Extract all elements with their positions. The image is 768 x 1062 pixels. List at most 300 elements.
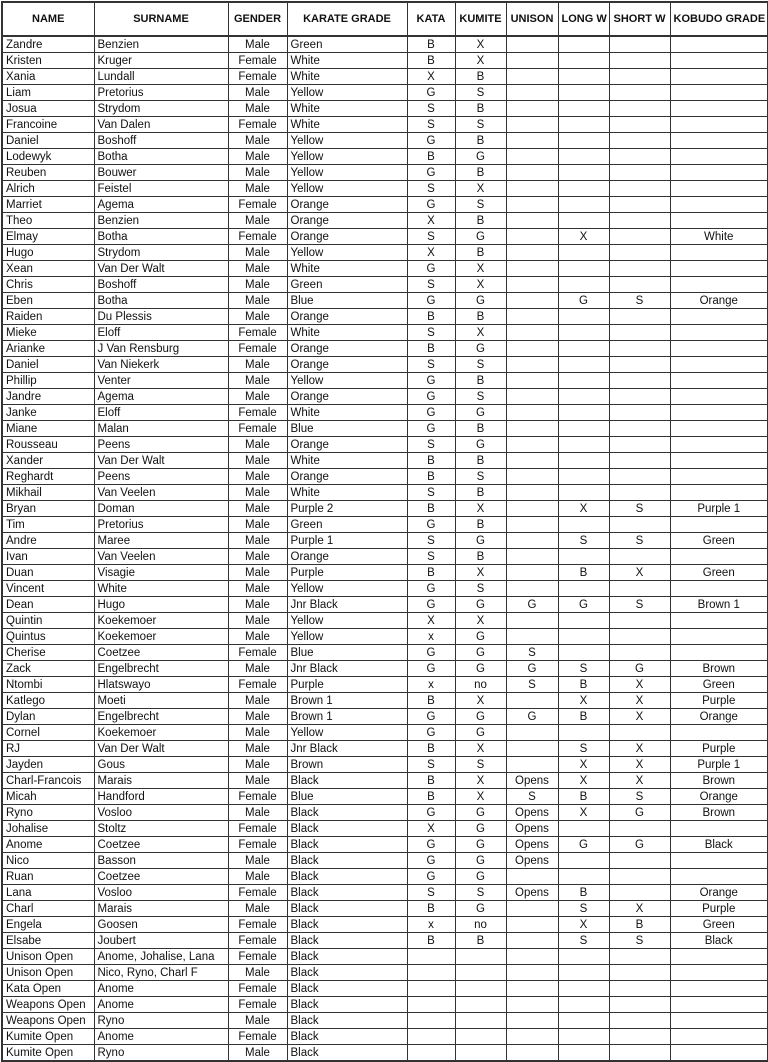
cell-surname: Nico, Ryno, Charl F: [94, 965, 228, 981]
cell-kobudo-grade: Brown: [670, 661, 768, 677]
cell-karate-grade: Orange: [287, 309, 407, 325]
cell-unison: S: [506, 645, 558, 661]
cell-gender: Male: [228, 101, 287, 117]
table-row: [2, 805, 768, 821]
table-row: [2, 853, 768, 869]
cell-short-w: [609, 997, 670, 1013]
cell-short-w: S: [609, 533, 670, 549]
cell-kumite: S: [455, 469, 506, 485]
cell-short-w: X: [609, 565, 670, 581]
cell-unison: [506, 485, 558, 501]
cell-gender: Male: [228, 629, 287, 645]
cell-unison: Opens: [506, 773, 558, 789]
cell-karate-grade: Black: [287, 869, 407, 885]
cell-karate-grade: Orange: [287, 357, 407, 373]
cell-kobudo-grade: [670, 69, 768, 85]
cell-karate-grade: Yellow: [287, 181, 407, 197]
cell-kobudo-grade: Purple: [670, 741, 768, 757]
cell-long-w: [558, 36, 609, 53]
cell-surname: Marais: [94, 901, 228, 917]
cell-gender: Female: [228, 837, 287, 853]
cell-kumite: B: [455, 453, 506, 469]
cell-long-w: [558, 549, 609, 565]
cell-unison: [506, 869, 558, 885]
cell-kata: S: [407, 181, 455, 197]
cell-surname: Benzien: [94, 36, 228, 53]
cell-kobudo-grade: [670, 149, 768, 165]
table-row: [2, 245, 768, 261]
cell-kumite: G: [455, 853, 506, 869]
table-row: [2, 1045, 768, 1062]
cell-kumite: B: [455, 421, 506, 437]
cell-long-w: B: [558, 677, 609, 693]
table-row: [2, 645, 768, 661]
cell-gender: Female: [228, 645, 287, 661]
cell-short-w: [609, 821, 670, 837]
cell-kumite: G: [455, 341, 506, 357]
table-row: [2, 629, 768, 645]
cell-kata: x: [407, 677, 455, 693]
cell-short-w: [609, 1013, 670, 1029]
cell-long-w: [558, 341, 609, 357]
cell-kobudo-grade: Black: [670, 837, 768, 853]
cell-surname: Ryno: [94, 1013, 228, 1029]
cell-kumite: B: [455, 309, 506, 325]
cell-kobudo-grade: [670, 117, 768, 133]
cell-kobudo-grade: [670, 277, 768, 293]
cell-kumite: G: [455, 821, 506, 837]
column-header-surname: SURNAME: [94, 2, 228, 36]
cell-short-w: [609, 261, 670, 277]
cell-kumite: G: [455, 629, 506, 645]
cell-name: Dylan: [2, 709, 94, 725]
cell-kobudo-grade: [670, 645, 768, 661]
cell-name: Miane: [2, 421, 94, 437]
cell-karate-grade: Black: [287, 997, 407, 1013]
cell-gender: Male: [228, 581, 287, 597]
column-header-kobudo-grade: KOBUDO GRADE: [670, 2, 768, 36]
table-row: [2, 725, 768, 741]
cell-name: RJ: [2, 741, 94, 757]
cell-karate-grade: Black: [287, 965, 407, 981]
cell-kata: S: [407, 229, 455, 245]
cell-karate-grade: White: [287, 405, 407, 421]
cell-karate-grade: Blue: [287, 789, 407, 805]
cell-surname: Marais: [94, 773, 228, 789]
cell-name: Jayden: [2, 757, 94, 773]
cell-gender: Female: [228, 789, 287, 805]
cell-gender: Male: [228, 261, 287, 277]
cell-surname: Boshoff: [94, 133, 228, 149]
cell-kata: [407, 997, 455, 1013]
cell-gender: Male: [228, 773, 287, 789]
cell-kobudo-grade: Purple 1: [670, 501, 768, 517]
cell-gender: Female: [228, 949, 287, 965]
cell-long-w: [558, 53, 609, 69]
cell-karate-grade: Green: [287, 517, 407, 533]
cell-gender: Female: [228, 981, 287, 997]
cell-long-w: [558, 485, 609, 501]
cell-karate-grade: White: [287, 101, 407, 117]
header-row: [2, 2, 768, 36]
cell-unison: [506, 421, 558, 437]
cell-unison: [506, 405, 558, 421]
cell-unison: [506, 997, 558, 1013]
cell-kumite: S: [455, 357, 506, 373]
cell-gender: Male: [228, 965, 287, 981]
cell-karate-grade: Purple 2: [287, 501, 407, 517]
cell-short-w: [609, 581, 670, 597]
cell-name: Cherise: [2, 645, 94, 661]
cell-kata: G: [407, 373, 455, 389]
cell-short-w: [609, 197, 670, 213]
cell-gender: Male: [228, 181, 287, 197]
cell-kata: G: [407, 405, 455, 421]
cell-unison: [506, 389, 558, 405]
cell-name: Janke: [2, 405, 94, 421]
cell-unison: [506, 341, 558, 357]
cell-kata: [407, 949, 455, 965]
cell-short-w: [609, 629, 670, 645]
cell-kumite: X: [455, 789, 506, 805]
cell-karate-grade: Yellow: [287, 149, 407, 165]
table-header: [2, 2, 768, 36]
cell-kumite: S: [455, 757, 506, 773]
cell-kobudo-grade: [670, 549, 768, 565]
cell-kumite: S: [455, 581, 506, 597]
cell-kobudo-grade: [670, 85, 768, 101]
cell-long-w: G: [558, 837, 609, 853]
cell-name: Bryan: [2, 501, 94, 517]
table-row: [2, 229, 768, 245]
cell-kata: G: [407, 853, 455, 869]
cell-surname: Van Niekerk: [94, 357, 228, 373]
cell-short-w: S: [609, 293, 670, 309]
cell-karate-grade: Black: [287, 1013, 407, 1029]
cell-kata: X: [407, 821, 455, 837]
cell-unison: Opens: [506, 837, 558, 853]
cell-kumite: G: [455, 533, 506, 549]
table-row: [2, 709, 768, 725]
cell-unison: [506, 165, 558, 181]
cell-kumite: G: [455, 901, 506, 917]
cell-short-w: S: [609, 501, 670, 517]
cell-karate-grade: Yellow: [287, 165, 407, 181]
cell-kobudo-grade: [670, 421, 768, 437]
table-row: [2, 949, 768, 965]
cell-kobudo-grade: Brown: [670, 805, 768, 821]
cell-gender: Male: [228, 453, 287, 469]
cell-kumite: B: [455, 133, 506, 149]
cell-kumite: G: [455, 293, 506, 309]
cell-kumite: X: [455, 501, 506, 517]
cell-kata: S: [407, 277, 455, 293]
cell-long-w: [558, 389, 609, 405]
column-header-long-w: LONG W: [558, 2, 609, 36]
cell-kata: G: [407, 581, 455, 597]
cell-long-w: S: [558, 661, 609, 677]
cell-kata: x: [407, 917, 455, 933]
cell-name: Lana: [2, 885, 94, 901]
cell-karate-grade: Yellow: [287, 581, 407, 597]
cell-kata: G: [407, 389, 455, 405]
cell-kata: S: [407, 885, 455, 901]
cell-kobudo-grade: [670, 36, 768, 53]
cell-gender: Male: [228, 661, 287, 677]
cell-name: Ryno: [2, 805, 94, 821]
cell-kumite: S: [455, 197, 506, 213]
cell-gender: Female: [228, 677, 287, 693]
cell-short-w: [609, 341, 670, 357]
cell-long-w: S: [558, 741, 609, 757]
table-row: [2, 773, 768, 789]
cell-gender: Male: [228, 245, 287, 261]
table-row: [2, 885, 768, 901]
cell-kata: B: [407, 36, 455, 53]
cell-long-w: [558, 357, 609, 373]
cell-name: Dean: [2, 597, 94, 613]
cell-unison: [506, 277, 558, 293]
results-sheet: [1, 1, 768, 1062]
cell-long-w: [558, 213, 609, 229]
cell-short-w: [609, 213, 670, 229]
cell-surname: Botha: [94, 149, 228, 165]
cell-gender: Male: [228, 149, 287, 165]
cell-short-w: [609, 36, 670, 53]
cell-kobudo-grade: [670, 341, 768, 357]
cell-unison: [506, 629, 558, 645]
cell-karate-grade: Black: [287, 901, 407, 917]
cell-karate-grade: Green: [287, 36, 407, 53]
table-row: [2, 405, 768, 421]
cell-short-w: [609, 517, 670, 533]
cell-unison: [506, 36, 558, 53]
cell-gender: Male: [228, 36, 287, 53]
cell-unison: Opens: [506, 885, 558, 901]
cell-name: Weapons Open: [2, 997, 94, 1013]
table-row: [2, 181, 768, 197]
cell-surname: Koekemoer: [94, 629, 228, 645]
table-row: [2, 213, 768, 229]
cell-karate-grade: Black: [287, 821, 407, 837]
cell-surname: Kruger: [94, 53, 228, 69]
cell-kumite: X: [455, 613, 506, 629]
cell-kobudo-grade: Orange: [670, 709, 768, 725]
cell-unison: [506, 501, 558, 517]
cell-short-w: S: [609, 789, 670, 805]
cell-kobudo-grade: [670, 373, 768, 389]
cell-name: Rousseau: [2, 437, 94, 453]
cell-name: Alrich: [2, 181, 94, 197]
cell-kata: S: [407, 357, 455, 373]
cell-karate-grade: Black: [287, 837, 407, 853]
cell-short-w: X: [609, 741, 670, 757]
cell-surname: Coetzee: [94, 869, 228, 885]
cell-surname: Van Veelen: [94, 485, 228, 501]
cell-kobudo-grade: [670, 181, 768, 197]
cell-gender: Male: [228, 277, 287, 293]
cell-gender: Male: [228, 437, 287, 453]
cell-kobudo-grade: [670, 1029, 768, 1045]
cell-short-w: [609, 373, 670, 389]
cell-kumite: G: [455, 597, 506, 613]
cell-kumite: X: [455, 277, 506, 293]
cell-unison: [506, 917, 558, 933]
cell-kobudo-grade: [670, 981, 768, 997]
cell-short-w: [609, 965, 670, 981]
cell-name: Charl-Francois: [2, 773, 94, 789]
cell-kata: B: [407, 901, 455, 917]
cell-kobudo-grade: [670, 725, 768, 741]
cell-surname: Coetzee: [94, 837, 228, 853]
cell-short-w: [609, 1029, 670, 1045]
cell-surname: Boshoff: [94, 277, 228, 293]
cell-name: Zandre: [2, 36, 94, 53]
cell-surname: Van Der Walt: [94, 453, 228, 469]
cell-surname: Ryno: [94, 1045, 228, 1062]
table-row: [2, 901, 768, 917]
cell-kobudo-grade: [670, 853, 768, 869]
cell-long-w: [558, 581, 609, 597]
table-row: [2, 53, 768, 69]
cell-unison: [506, 53, 558, 69]
cell-unison: [506, 757, 558, 773]
table-row: [2, 197, 768, 213]
cell-karate-grade: Brown 1: [287, 709, 407, 725]
cell-long-w: [558, 101, 609, 117]
cell-name: Reghardt: [2, 469, 94, 485]
cell-surname: Eloff: [94, 405, 228, 421]
cell-long-w: [558, 405, 609, 421]
cell-kata: G: [407, 597, 455, 613]
cell-kumite: [455, 1013, 506, 1029]
cell-gender: Male: [228, 357, 287, 373]
cell-gender: Male: [228, 805, 287, 821]
cell-unison: [506, 197, 558, 213]
cell-kumite: S: [455, 85, 506, 101]
cell-surname: Hugo: [94, 597, 228, 613]
cell-karate-grade: Orange: [287, 341, 407, 357]
cell-long-w: [558, 949, 609, 965]
cell-surname: Van Dalen: [94, 117, 228, 133]
cell-name: Elsabe: [2, 933, 94, 949]
table-row: [2, 277, 768, 293]
cell-kumite: S: [455, 389, 506, 405]
cell-name: Unison Open: [2, 949, 94, 965]
cell-name: Vincent: [2, 581, 94, 597]
cell-short-w: [609, 85, 670, 101]
cell-short-w: X: [609, 677, 670, 693]
cell-kumite: B: [455, 373, 506, 389]
table-row: [2, 693, 768, 709]
cell-karate-grade: Black: [287, 1045, 407, 1062]
cell-kata: [407, 1013, 455, 1029]
cell-gender: Male: [228, 693, 287, 709]
cell-surname: Engelbrecht: [94, 709, 228, 725]
cell-karate-grade: Yellow: [287, 85, 407, 101]
cell-long-w: [558, 245, 609, 261]
cell-kata: G: [407, 197, 455, 213]
cell-surname: Vosloo: [94, 805, 228, 821]
cell-name: Charl: [2, 901, 94, 917]
cell-kumite: G: [455, 229, 506, 245]
table-row: [2, 293, 768, 309]
cell-long-w: [558, 165, 609, 181]
cell-kobudo-grade: [670, 1013, 768, 1029]
table-row: [2, 165, 768, 181]
cell-gender: Male: [228, 613, 287, 629]
cell-name: Daniel: [2, 133, 94, 149]
cell-kobudo-grade: [670, 1045, 768, 1062]
cell-kobudo-grade: [670, 581, 768, 597]
cell-kumite: X: [455, 261, 506, 277]
table-row: [2, 453, 768, 469]
table-row: [2, 677, 768, 693]
cell-kumite: B: [455, 165, 506, 181]
cell-kumite: [455, 997, 506, 1013]
cell-kobudo-grade: [670, 517, 768, 533]
cell-name: Kristen: [2, 53, 94, 69]
cell-kobudo-grade: Green: [670, 533, 768, 549]
cell-kobudo-grade: [670, 389, 768, 405]
cell-gender: Female: [228, 229, 287, 245]
cell-kata: S: [407, 549, 455, 565]
cell-kata: G: [407, 725, 455, 741]
cell-kata: [407, 1045, 455, 1062]
cell-kobudo-grade: [670, 469, 768, 485]
cell-unison: [506, 533, 558, 549]
cell-karate-grade: Black: [287, 805, 407, 821]
table-row: [2, 133, 768, 149]
cell-long-w: [558, 373, 609, 389]
cell-surname: Benzien: [94, 213, 228, 229]
cell-unison: S: [506, 677, 558, 693]
cell-kata: B: [407, 501, 455, 517]
cell-kobudo-grade: [670, 965, 768, 981]
cell-unison: [506, 1045, 558, 1062]
cell-kumite: B: [455, 517, 506, 533]
cell-kata: G: [407, 805, 455, 821]
cell-name: Kata Open: [2, 981, 94, 997]
cell-short-w: [609, 325, 670, 341]
table-row: [2, 1029, 768, 1045]
cell-kumite: B: [455, 933, 506, 949]
column-header-name: NAME: [2, 2, 94, 36]
cell-kumite: X: [455, 693, 506, 709]
cell-kata: G: [407, 85, 455, 101]
cell-kata: X: [407, 213, 455, 229]
cell-surname: Malan: [94, 421, 228, 437]
table-row: [2, 533, 768, 549]
cell-surname: Doman: [94, 501, 228, 517]
cell-surname: Agema: [94, 389, 228, 405]
cell-short-w: [609, 117, 670, 133]
cell-short-w: [609, 485, 670, 501]
cell-kata: G: [407, 837, 455, 853]
cell-long-w: [558, 517, 609, 533]
cell-unison: Opens: [506, 853, 558, 869]
cell-karate-grade: Yellow: [287, 133, 407, 149]
cell-gender: Female: [228, 325, 287, 341]
cell-karate-grade: Orange: [287, 549, 407, 565]
cell-gender: Female: [228, 341, 287, 357]
cell-kata: B: [407, 149, 455, 165]
cell-kata: [407, 1029, 455, 1045]
cell-kumite: G: [455, 661, 506, 677]
table-body: [2, 36, 768, 1061]
column-header-short-w: SHORT W: [609, 2, 670, 36]
cell-long-w: X: [558, 501, 609, 517]
